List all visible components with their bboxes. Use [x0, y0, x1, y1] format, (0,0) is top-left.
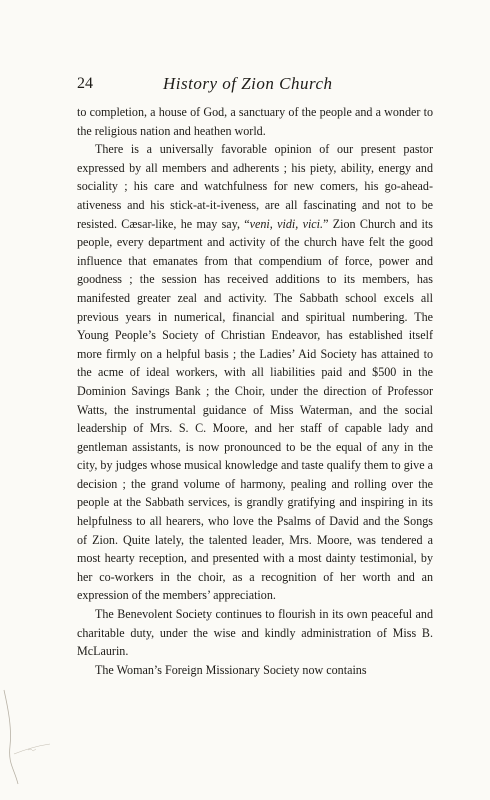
paragraph-pastor-text-before: There is a universally favorable opinion of our present pastor expressed by all members and adherents ; his piety, ability, energy and sociality ; his care and watchfulness for new comers, his go-ahead-ativeness and his stick-at-it-iveness, are all fascinating and not to be resisted. Cæsar-like, he may say, “: [77, 142, 433, 231]
page-number: 24: [77, 75, 93, 92]
paragraph-missionary-society: The Woman’s Foreign Missionary Society now contains: [95, 662, 367, 677]
running-title: History of Zion Church: [163, 74, 333, 93]
pencil-mark-decoration: [0, 688, 70, 788]
paragraph-continuation: to completion, a house of God, a sanctuary of the people and a wonder to the religious nation and heathen world.: [77, 105, 433, 138]
running-head: [77, 74, 432, 94]
body-text: [77, 103, 433, 679]
paragraph-pastor: [77, 140, 433, 605]
latin-quote: veni, vidi, vici.: [249, 216, 324, 231]
paragraph-pastor-text-after: ” Zion Church and its people, every department and activity of the church have felt the good influence that emanates from that compendium of force, power and goodness ; the session has received additions to its members, has manifested greater zeal and activity. The Sabbath school excels all previous years in numerical, financial and spiritual numbering. The Young People’s Society of Christian Endeavor, has established itself more firmly on a helpful basis ; the Ladies’ Aid Society has attained to the acme of ideal workers, with all liabilities paid and $500 in the Dominion Savings Bank ; the Choir, under the direction of Professor Watts, the instrumental guidance of Miss Waterman, and the social leadership of Mrs. S. C. Moore, and her staff of capable lady and gentleman assistants, is now pronounced to be the equal of any in the city, by judges whose musical knowledge and taste qualify them to give a decision ; the grand volume of harmony, pealing and rolling over the people at the Sabbath services, is grandly gratifying and inspiring in its helpfulness to all hearers, who love the Psalms of David and the Songs of Zion. Quite lately, the talented leader, Mrs. Moore, was tendered a most hearty reception, and presented with a most dainty testimonial, by her co-workers in the choir, as a recognition of her worth and an expression of the members’ appreciation.: [77, 216, 433, 603]
paragraph-benevolent-society: The Benevolent Society continues to flourish in its own peaceful and charitable duty, under the wise and kindly administration of Miss B. McLaurin.: [77, 607, 433, 659]
